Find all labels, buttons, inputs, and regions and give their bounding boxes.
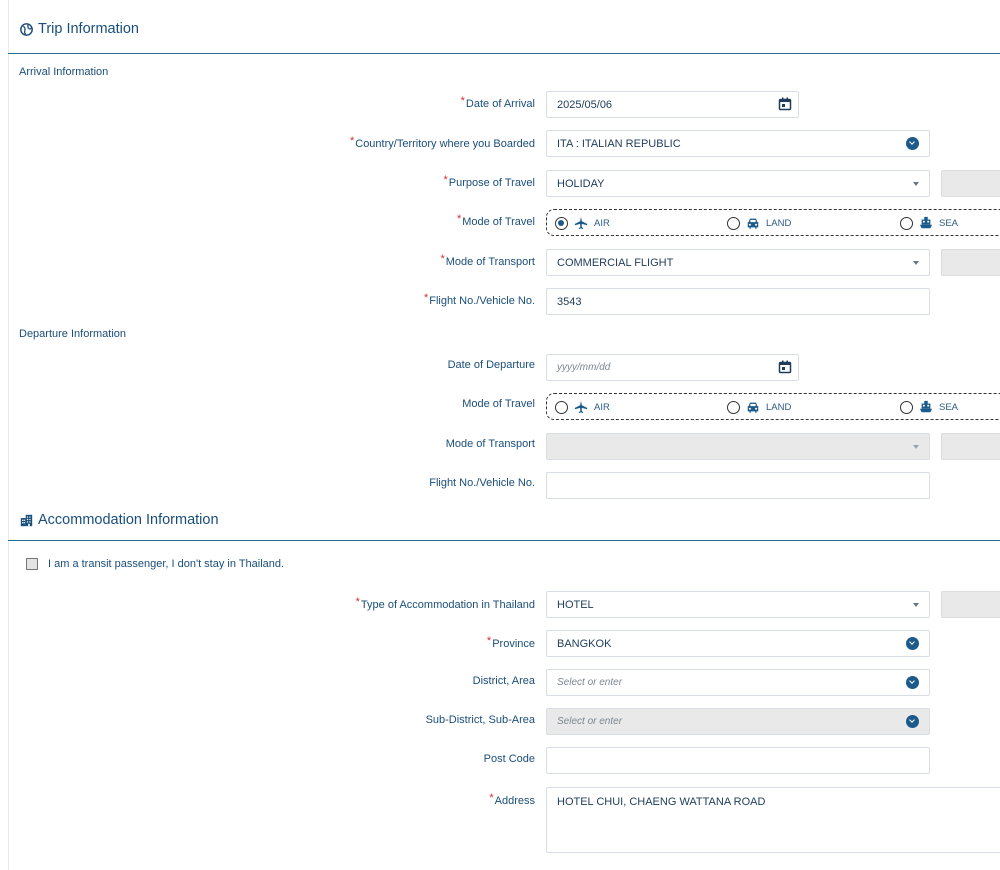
boarded-country-select[interactable]: ITA : ITALIAN REPUBLIC (546, 130, 930, 157)
departure-transport-label: Mode of Transport (445, 438, 535, 450)
transit-checkbox-label: I am a transit passenger, I don't stay in Thailand. (48, 558, 285, 570)
departure-date-label: Date of Departure (447, 359, 535, 371)
arrival-transport-other-input (941, 249, 1000, 276)
departure-transport-other-input (941, 433, 1000, 460)
postcode-input[interactable] (546, 747, 930, 774)
transit-checkbox[interactable] (26, 558, 38, 570)
arrival-info-heading: Arrival Information (19, 66, 109, 78)
trip-info-title-text: Trip Information (38, 21, 139, 37)
trip-info-divider (8, 53, 1000, 54)
purpose-of-travel-label: *Purpose of Travel (443, 174, 535, 189)
accommodation-title (20, 512, 219, 528)
building-icon (20, 514, 33, 527)
subdistrict-select[interactable]: Select or enter (546, 708, 930, 735)
car-icon (746, 400, 760, 414)
departure-mode-sea[interactable]: SEA (900, 400, 958, 414)
radio-unselected[interactable] (900, 217, 913, 230)
departure-flight-input[interactable] (546, 472, 930, 499)
chevron-down-icon[interactable] (906, 637, 919, 650)
arrival-mode-label: *Mode of Travel (456, 213, 535, 228)
accommodation-type-label: *Type of Accommodation in Thailand (355, 596, 535, 611)
departure-mode-radio-group (546, 393, 1000, 420)
departure-transport-select[interactable] (546, 433, 930, 460)
boarded-country-label: *Country/Territory where you Boarded (349, 135, 535, 150)
departure-mode-air[interactable]: AIR (555, 400, 610, 414)
subdistrict-label: Sub-District, Sub-Area (425, 714, 535, 726)
radio-unselected[interactable] (555, 401, 568, 414)
radio-unselected[interactable] (900, 401, 913, 414)
arrival-transport-select[interactable]: COMMERCIAL FLIGHT (546, 249, 930, 276)
arrival-mode-sea[interactable]: SEA (900, 216, 958, 230)
purpose-other-input (941, 170, 1000, 197)
arrival-transport-label: *Mode of Transport (440, 253, 535, 268)
trip-info-title (20, 21, 139, 37)
address-label: *Address (489, 792, 535, 807)
accommodation-type-other-input (941, 591, 1000, 618)
postcode-label: Post Code (483, 753, 535, 765)
arrival-mode-air[interactable]: AIR (555, 216, 610, 230)
chevron-down-icon[interactable] (906, 676, 919, 689)
departure-flight-label: Flight No./Vehicle No. (429, 477, 535, 489)
ship-icon (919, 216, 933, 230)
radio-selected[interactable] (555, 217, 568, 230)
arrival-mode-radio-group (546, 209, 1000, 236)
chevron-down-icon[interactable] (906, 715, 919, 728)
arrival-date-label: *Date of Arrival (460, 95, 535, 110)
caret-down-icon[interactable] (913, 261, 919, 265)
departure-mode-land[interactable]: LAND (727, 400, 791, 414)
arrival-date-input[interactable]: 2025/05/06 (546, 91, 799, 118)
arrival-mode-land[interactable]: LAND (727, 216, 791, 230)
globe-icon (20, 23, 33, 36)
province-label: *Province (486, 635, 535, 650)
district-select[interactable]: Select or enter (546, 669, 930, 696)
transit-checkbox-row[interactable] (26, 558, 284, 570)
departure-mode-label: Mode of Travel (462, 398, 535, 410)
ship-icon (919, 400, 933, 414)
arrival-flight-label: *Flight No./Vehicle No. (423, 292, 535, 307)
calendar-icon[interactable] (778, 97, 792, 111)
accommodation-title-text: Accommodation Information (38, 512, 219, 528)
caret-down-icon[interactable] (913, 445, 919, 449)
district-label: District, Area (472, 675, 535, 687)
car-icon (746, 216, 760, 230)
caret-down-icon[interactable] (913, 603, 919, 607)
accommodation-type-select[interactable]: HOTEL (546, 591, 930, 618)
province-select[interactable]: BANGKOK (546, 630, 930, 657)
caret-down-icon[interactable] (913, 182, 919, 186)
plane-icon (574, 400, 588, 414)
accommodation-divider (8, 540, 1000, 541)
plane-icon (574, 216, 588, 230)
purpose-of-travel-select[interactable]: HOLIDAY (546, 170, 930, 197)
address-textarea[interactable]: HOTEL CHUI, CHAENG WATTANA ROAD (546, 787, 1000, 853)
radio-unselected[interactable] (727, 217, 740, 230)
calendar-icon[interactable] (778, 360, 792, 374)
chevron-down-icon[interactable] (906, 137, 919, 150)
departure-info-heading: Departure Information (19, 328, 126, 340)
departure-date-input[interactable]: yyyy/mm/dd (546, 354, 799, 381)
radio-unselected[interactable] (727, 401, 740, 414)
arrival-flight-input[interactable]: 3543 (546, 288, 930, 315)
